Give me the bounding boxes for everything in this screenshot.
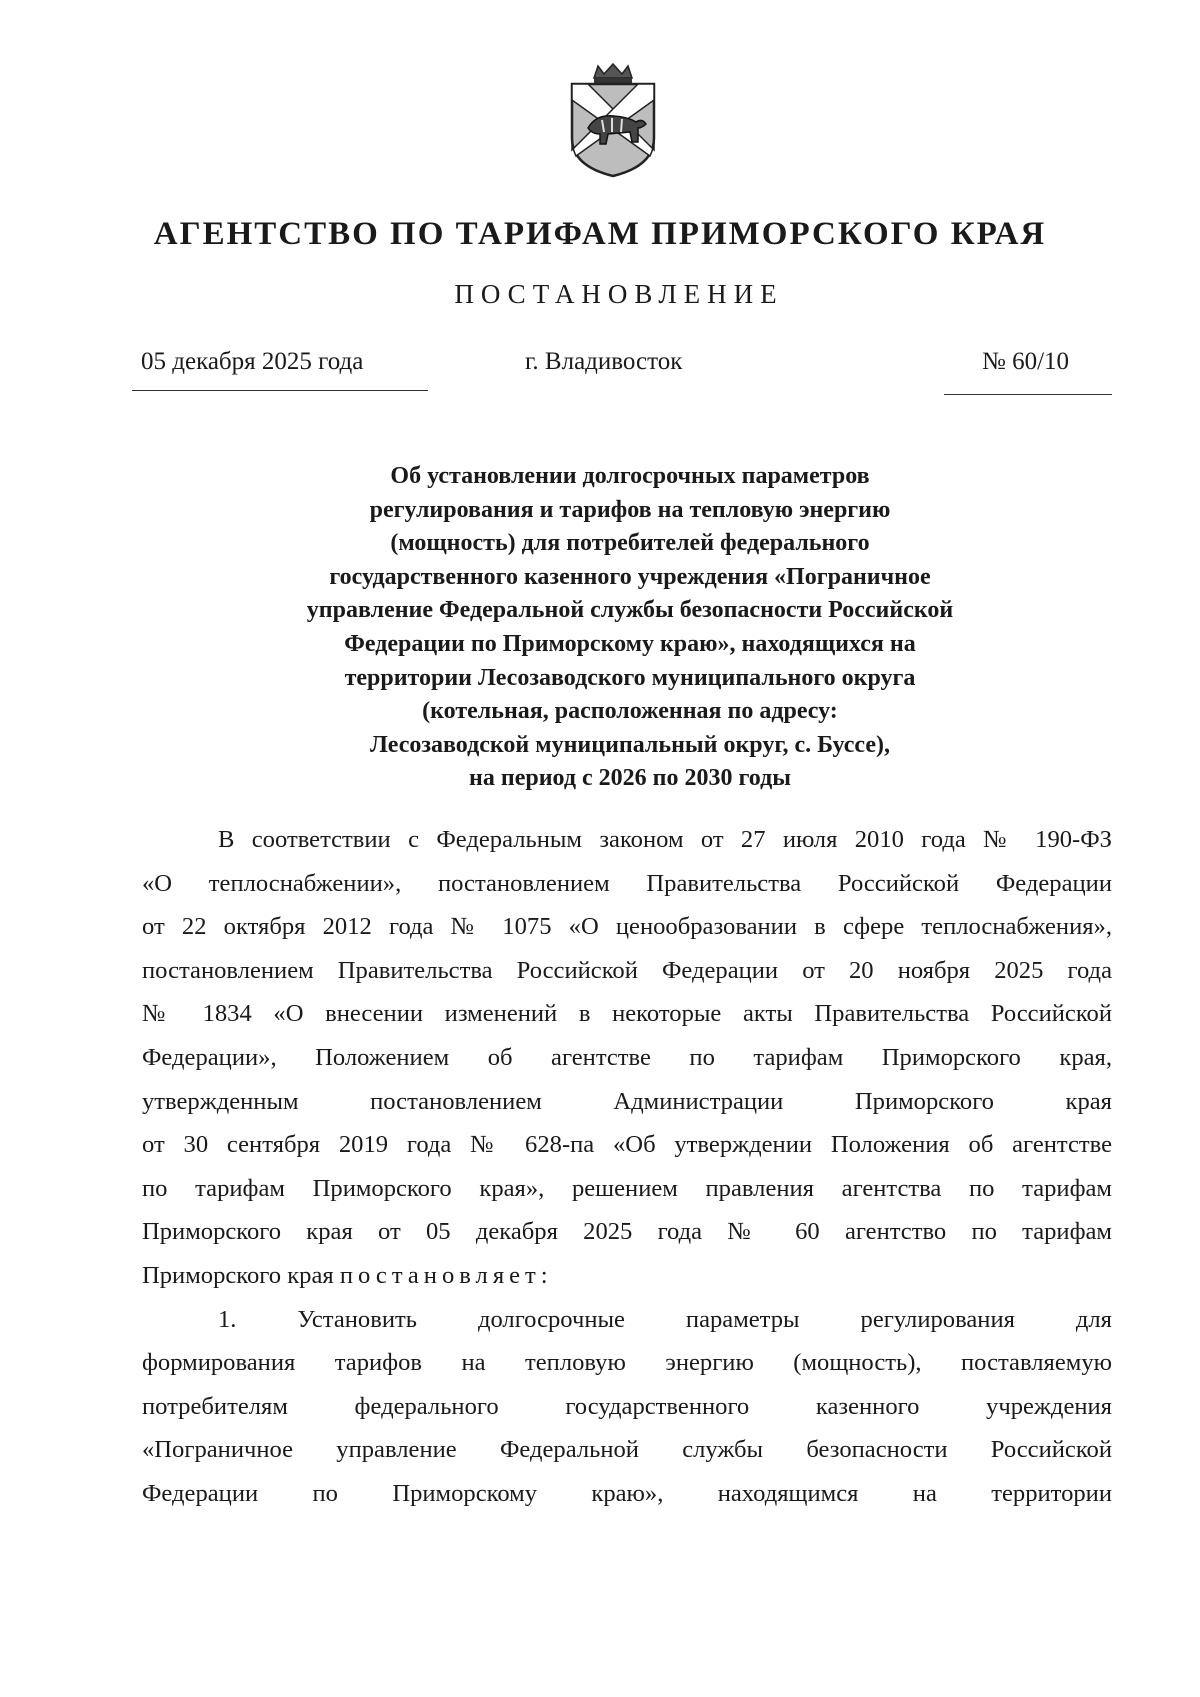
document-number: № 60/10 (982, 348, 1070, 375)
heading-line: (мощность) для потребителей федерального (390, 530, 870, 557)
document-body (142, 818, 1112, 1516)
heading-line: территории Лесозаводского муниципального округа (344, 664, 916, 691)
agency-title: АГЕНТСТВО ПО ТАРИФАМ ПРИМОРСКОГО КРАЯ (153, 216, 1047, 252)
document-heading (200, 460, 1060, 796)
heading-line: Лесозаводской муниципальный округ, с. Буссе), (370, 731, 890, 758)
document-type: ПОСТАНОВЛЕНИЕ (454, 279, 784, 309)
item-line: «Пограничное управление Федеральной службы безопасности Российской (142, 1436, 1112, 1464)
preamble-line: В соответствии с Федеральным законом от 27 июля 2010 года № 190-ФЗ (218, 826, 1112, 853)
item-line: потребителям федерального государственного казенного учреждения (142, 1392, 1112, 1420)
date-underline (132, 390, 428, 391)
document-date: 05 декабря 2025 года (141, 348, 364, 375)
item-line: Федерации по Приморскому краю», находящимся на территории (142, 1479, 1112, 1507)
item-line: формирования тарифов на тепловую энергию (мощность), поставляемую (142, 1349, 1112, 1377)
heading-line: Федерации по Приморскому краю», находящихся на (344, 630, 916, 657)
heading-line: Об установлении долгосрочных параметров (390, 463, 870, 489)
coat-of-arms-icon (566, 62, 660, 178)
number-underline (944, 394, 1112, 395)
heading-line: управление Федеральной службы безопасности Российской (306, 597, 954, 624)
item-line: 1. Установить долгосрочные параметры регулирования для (218, 1305, 1112, 1333)
preamble-final-line (142, 1254, 1112, 1298)
preamble-line: № 1834 «О внесении изменений в некоторые акты Правительства Российской (142, 1000, 1112, 1028)
preamble-line: по тарифам Приморского края», решением правления агентства по тарифам (142, 1174, 1112, 1202)
preamble-line: «О теплоснабжении», постановлением Правительства Российской Федерации (142, 869, 1112, 897)
preamble-line: Приморского края от 05 декабря 2025 года № 60 агентство по тарифам (142, 1218, 1112, 1246)
heading-line: государственного казенного учреждения «Пограничное (329, 563, 931, 590)
resolves-word: постановляет: (339, 1261, 553, 1289)
heading-line: регулирования и тарифов на тепловую энергию (369, 496, 891, 523)
preamble-line: постановлением Правительства Российской Федерации от 20 ноября 2025 года (142, 956, 1112, 984)
preamble-line: утвержденным постановлением Администрации Приморского края (142, 1087, 1112, 1115)
preamble-line: от 30 сентября 2019 года № 628-па «Об утверждении Положения об агентстве (142, 1131, 1112, 1159)
preamble-end: Приморского края (142, 1261, 334, 1289)
heading-line: (котельная, расположенная по адресу: (422, 698, 838, 725)
heading-line: на период с 2026 по 2030 годы (469, 765, 791, 792)
preamble-line: Федерации», Положением об агентстве по тарифам Приморского края, (142, 1043, 1112, 1071)
preamble-line: от 22 октября 2012 года № 1075 «О ценообразовании в сфере теплоснабжения», (142, 913, 1112, 941)
document-city: г. Владивосток (525, 348, 683, 375)
